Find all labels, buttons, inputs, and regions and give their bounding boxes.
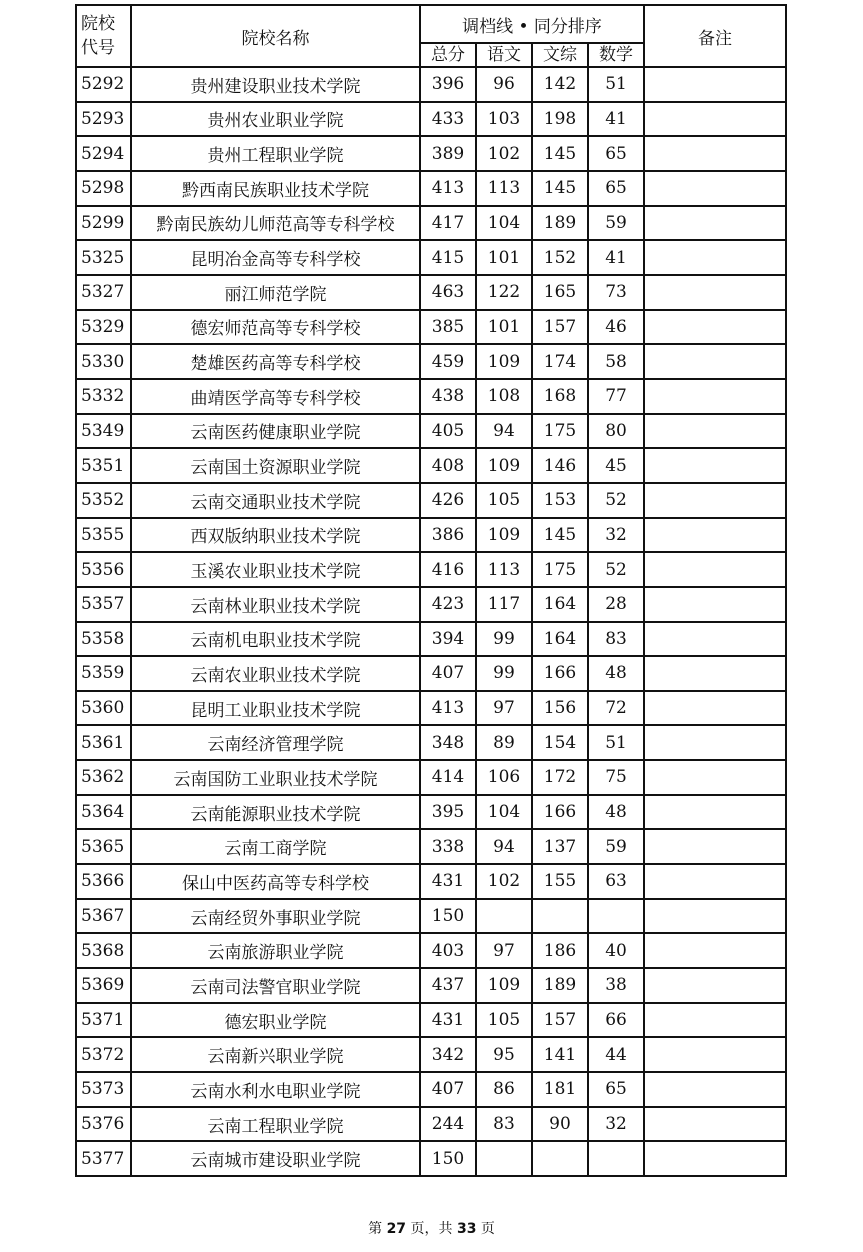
- cell-chinese: 109: [476, 518, 532, 553]
- cell-remark: [644, 760, 786, 795]
- table-row: [76, 171, 786, 206]
- header-math: 数学: [588, 43, 644, 67]
- cell-school-code: 5367: [76, 899, 131, 934]
- cell-school-code: 5327: [76, 275, 131, 310]
- cell-school-code: 5292: [76, 67, 131, 102]
- table-row: [76, 310, 786, 345]
- cell-remark: [644, 275, 786, 310]
- cell-chinese: 109: [476, 448, 532, 483]
- cell-school-name: 云南司法警官职业学院: [131, 968, 420, 1003]
- cell-chinese: 97: [476, 933, 532, 968]
- cell-math: [588, 899, 644, 934]
- cell-remark: [644, 240, 786, 275]
- cell-remark: [644, 414, 786, 449]
- cell-school-name: 云南交通职业技术学院: [131, 483, 420, 518]
- cell-liberal-arts: 175: [532, 414, 588, 449]
- table-row: [76, 552, 786, 587]
- table-row: [76, 102, 786, 137]
- cell-math: 65: [588, 171, 644, 206]
- cell-liberal-arts: 174: [532, 344, 588, 379]
- cell-school-name: 贵州农业职业学院: [131, 102, 420, 137]
- cell-total: 385: [420, 310, 476, 345]
- header-liberal-arts: 文综: [532, 43, 588, 67]
- table-row: [76, 656, 786, 691]
- cell-remark: [644, 1141, 786, 1176]
- header-remark: 备注: [644, 5, 786, 67]
- cell-math: 80: [588, 414, 644, 449]
- cell-chinese: [476, 899, 532, 934]
- cell-remark: [644, 552, 786, 587]
- cell-school-code: 5369: [76, 968, 131, 1003]
- cell-chinese: 103: [476, 102, 532, 137]
- cell-total: 426: [420, 483, 476, 518]
- cell-liberal-arts: 186: [532, 933, 588, 968]
- table-row: [76, 864, 786, 899]
- cell-remark: [644, 379, 786, 414]
- cell-school-code: 5355: [76, 518, 131, 553]
- cell-math: 45: [588, 448, 644, 483]
- table-row: [76, 899, 786, 934]
- cell-school-code: 5357: [76, 587, 131, 622]
- cell-remark: [644, 725, 786, 760]
- cell-school-code: 5356: [76, 552, 131, 587]
- cell-school-code: 5360: [76, 691, 131, 726]
- cell-school-code: 5329: [76, 310, 131, 345]
- cell-school-name: 贵州建设职业技术学院: [131, 67, 420, 102]
- cell-chinese: 101: [476, 310, 532, 345]
- footer-page-number: 27: [386, 1221, 407, 1237]
- cell-chinese: 122: [476, 275, 532, 310]
- footer-suffix: 页: [476, 1221, 495, 1237]
- cell-remark: [644, 933, 786, 968]
- cell-liberal-arts: 189: [532, 968, 588, 1003]
- cell-total: 405: [420, 414, 476, 449]
- cell-total: 403: [420, 933, 476, 968]
- cell-math: 51: [588, 67, 644, 102]
- cell-chinese: 94: [476, 829, 532, 864]
- cell-school-code: 5294: [76, 136, 131, 171]
- cell-school-name: 云南国土资源职业学院: [131, 448, 420, 483]
- cell-chinese: 95: [476, 1037, 532, 1072]
- cell-remark: [644, 344, 786, 379]
- cell-remark: [644, 587, 786, 622]
- cell-math: 46: [588, 310, 644, 345]
- cell-math: 52: [588, 483, 644, 518]
- cell-school-name: 德宏职业学院: [131, 1003, 420, 1038]
- cell-total: 407: [420, 656, 476, 691]
- cell-school-name: 丽江师范学院: [131, 275, 420, 310]
- cell-liberal-arts: 145: [532, 518, 588, 553]
- cell-school-name: 贵州工程职业学院: [131, 136, 420, 171]
- cell-liberal-arts: 189: [532, 206, 588, 241]
- cell-school-code: 5332: [76, 379, 131, 414]
- cell-remark: [644, 171, 786, 206]
- cell-math: 77: [588, 379, 644, 414]
- page-footer: [0, 1218, 863, 1238]
- cell-school-name: 云南工商学院: [131, 829, 420, 864]
- cell-chinese: 113: [476, 171, 532, 206]
- cell-chinese: 101: [476, 240, 532, 275]
- cell-school-name: 云南经贸外事职业学院: [131, 899, 420, 934]
- cell-chinese: 105: [476, 483, 532, 518]
- cell-school-code: 5298: [76, 171, 131, 206]
- cell-school-code: 5325: [76, 240, 131, 275]
- cell-remark: [644, 829, 786, 864]
- cell-remark: [644, 448, 786, 483]
- cell-school-name: 云南林业职业技术学院: [131, 587, 420, 622]
- table-row: [76, 622, 786, 657]
- cell-math: 75: [588, 760, 644, 795]
- footer-prefix: 第: [368, 1221, 387, 1237]
- cell-math: 32: [588, 1107, 644, 1142]
- cell-liberal-arts: 157: [532, 1003, 588, 1038]
- table-row: [76, 275, 786, 310]
- cell-school-name: 保山中医药高等专科学校: [131, 864, 420, 899]
- cell-total: 433: [420, 102, 476, 137]
- cell-school-name: 玉溪农业职业技术学院: [131, 552, 420, 587]
- cell-liberal-arts: 154: [532, 725, 588, 760]
- cell-remark: [644, 67, 786, 102]
- cell-liberal-arts: 90: [532, 1107, 588, 1142]
- cell-school-name: 曲靖医学高等专科学校: [131, 379, 420, 414]
- cell-total: 415: [420, 240, 476, 275]
- cell-school-name: 昆明工业职业技术学院: [131, 691, 420, 726]
- cell-total: 423: [420, 587, 476, 622]
- cell-liberal-arts: 198: [532, 102, 588, 137]
- cell-chinese: 109: [476, 344, 532, 379]
- cell-math: 59: [588, 829, 644, 864]
- cell-school-code: 5362: [76, 760, 131, 795]
- cell-liberal-arts: 165: [532, 275, 588, 310]
- cell-school-code: 5330: [76, 344, 131, 379]
- cell-remark: [644, 310, 786, 345]
- cell-total: 338: [420, 829, 476, 864]
- cell-remark: [644, 102, 786, 137]
- cell-chinese: 113: [476, 552, 532, 587]
- admission-score-table: [75, 4, 787, 1177]
- cell-chinese: 104: [476, 795, 532, 830]
- cell-school-name: 云南农业职业技术学院: [131, 656, 420, 691]
- cell-chinese: 89: [476, 725, 532, 760]
- table-row: [76, 760, 786, 795]
- table-row: [76, 1107, 786, 1142]
- cell-school-code: 5366: [76, 864, 131, 899]
- cell-chinese: 86: [476, 1072, 532, 1107]
- cell-remark: [644, 1003, 786, 1038]
- table-row: [76, 1037, 786, 1072]
- cell-total: 386: [420, 518, 476, 553]
- cell-total: 437: [420, 968, 476, 1003]
- cell-remark: [644, 622, 786, 657]
- table-row: [76, 414, 786, 449]
- cell-chinese: 83: [476, 1107, 532, 1142]
- cell-remark: [644, 518, 786, 553]
- cell-chinese: [476, 1141, 532, 1176]
- cell-remark: [644, 1107, 786, 1142]
- table-row: [76, 518, 786, 553]
- cell-remark: [644, 1072, 786, 1107]
- cell-remark: [644, 864, 786, 899]
- cell-chinese: 105: [476, 1003, 532, 1038]
- cell-school-name: 昆明冶金高等专科学校: [131, 240, 420, 275]
- cell-school-name: 云南能源职业技术学院: [131, 795, 420, 830]
- cell-liberal-arts: 145: [532, 136, 588, 171]
- cell-remark: [644, 136, 786, 171]
- table-row: [76, 206, 786, 241]
- cell-school-name: 云南新兴职业学院: [131, 1037, 420, 1072]
- cell-school-name: 云南机电职业技术学院: [131, 622, 420, 657]
- cell-remark: [644, 206, 786, 241]
- cell-chinese: 117: [476, 587, 532, 622]
- cell-total: 438: [420, 379, 476, 414]
- cell-school-name: 黔南民族幼儿师范高等专科学校: [131, 206, 420, 241]
- cell-school-code: 5368: [76, 933, 131, 968]
- cell-school-code: 5377: [76, 1141, 131, 1176]
- cell-math: 73: [588, 275, 644, 310]
- cell-chinese: 102: [476, 136, 532, 171]
- cell-chinese: 99: [476, 656, 532, 691]
- cell-total: 394: [420, 622, 476, 657]
- cell-liberal-arts: 166: [532, 656, 588, 691]
- cell-math: 32: [588, 518, 644, 553]
- table-row: [76, 968, 786, 1003]
- cell-total: 244: [420, 1107, 476, 1142]
- cell-total: 417: [420, 206, 476, 241]
- cell-liberal-arts: 152: [532, 240, 588, 275]
- cell-remark: [644, 968, 786, 1003]
- header-total: 总分: [420, 43, 476, 67]
- cell-chinese: 99: [476, 622, 532, 657]
- cell-school-code: 5361: [76, 725, 131, 760]
- cell-chinese: 94: [476, 414, 532, 449]
- cell-total: 342: [420, 1037, 476, 1072]
- table-row: [76, 136, 786, 171]
- cell-total: 416: [420, 552, 476, 587]
- table-row: [76, 344, 786, 379]
- cell-math: 52: [588, 552, 644, 587]
- cell-school-name: 云南国防工业职业技术学院: [131, 760, 420, 795]
- table-row: [76, 483, 786, 518]
- table-row: [76, 1003, 786, 1038]
- cell-liberal-arts: 181: [532, 1072, 588, 1107]
- cell-liberal-arts: 172: [532, 760, 588, 795]
- cell-liberal-arts: 146: [532, 448, 588, 483]
- table-row: [76, 795, 786, 830]
- cell-math: 63: [588, 864, 644, 899]
- table-row: [76, 448, 786, 483]
- cell-remark: [644, 899, 786, 934]
- cell-remark: [644, 483, 786, 518]
- header-school-name: 院校名称: [131, 5, 420, 67]
- table-row: [76, 379, 786, 414]
- cell-total: 395: [420, 795, 476, 830]
- cell-liberal-arts: 156: [532, 691, 588, 726]
- table-row: [76, 933, 786, 968]
- cell-school-code: 5351: [76, 448, 131, 483]
- table-row: [76, 691, 786, 726]
- table-row: [76, 1141, 786, 1176]
- table-row: [76, 67, 786, 102]
- cell-total: 408: [420, 448, 476, 483]
- cell-total: 414: [420, 760, 476, 795]
- table-body: [76, 67, 786, 1176]
- cell-math: 38: [588, 968, 644, 1003]
- cell-chinese: 108: [476, 379, 532, 414]
- cell-school-name: 云南经济管理学院: [131, 725, 420, 760]
- cell-school-name: 西双版纳职业技术学院: [131, 518, 420, 553]
- cell-school-code: 5372: [76, 1037, 131, 1072]
- cell-total: 413: [420, 171, 476, 206]
- cell-math: 65: [588, 136, 644, 171]
- cell-school-name: 云南医药健康职业学院: [131, 414, 420, 449]
- cell-liberal-arts: 155: [532, 864, 588, 899]
- cell-chinese: 97: [476, 691, 532, 726]
- cell-remark: [644, 656, 786, 691]
- table-row: [76, 829, 786, 864]
- cell-math: 65: [588, 1072, 644, 1107]
- cell-total: 431: [420, 864, 476, 899]
- cell-liberal-arts: 145: [532, 171, 588, 206]
- cell-total: 459: [420, 344, 476, 379]
- table-row: [76, 1072, 786, 1107]
- cell-school-name: 云南城市建设职业学院: [131, 1141, 420, 1176]
- cell-school-name: 楚雄医药高等专科学校: [131, 344, 420, 379]
- cell-math: 59: [588, 206, 644, 241]
- cell-school-code: 5364: [76, 795, 131, 830]
- cell-school-code: 5299: [76, 206, 131, 241]
- cell-math: [588, 1141, 644, 1176]
- cell-school-code: 5376: [76, 1107, 131, 1142]
- cell-school-code: 5352: [76, 483, 131, 518]
- cell-liberal-arts: 166: [532, 795, 588, 830]
- cell-school-code: 5365: [76, 829, 131, 864]
- cell-liberal-arts: 164: [532, 587, 588, 622]
- cell-math: 44: [588, 1037, 644, 1072]
- cell-math: 28: [588, 587, 644, 622]
- cell-chinese: 96: [476, 67, 532, 102]
- cell-liberal-arts: 153: [532, 483, 588, 518]
- cell-remark: [644, 795, 786, 830]
- cell-school-code: 5371: [76, 1003, 131, 1038]
- cell-school-name: 云南旅游职业学院: [131, 933, 420, 968]
- cell-total: 150: [420, 899, 476, 934]
- cell-liberal-arts: 164: [532, 622, 588, 657]
- cell-math: 72: [588, 691, 644, 726]
- table-row: [76, 725, 786, 760]
- cell-math: 41: [588, 240, 644, 275]
- cell-remark: [644, 691, 786, 726]
- cell-total: 407: [420, 1072, 476, 1107]
- cell-school-code: 5373: [76, 1072, 131, 1107]
- cell-liberal-arts: 141: [532, 1037, 588, 1072]
- cell-total: 389: [420, 136, 476, 171]
- cell-school-name: 黔西南民族职业技术学院: [131, 171, 420, 206]
- cell-math: 40: [588, 933, 644, 968]
- footer-middle: 页，共: [406, 1221, 457, 1237]
- cell-chinese: 106: [476, 760, 532, 795]
- table-row: [76, 240, 786, 275]
- cell-liberal-arts: 175: [532, 552, 588, 587]
- cell-school-name: 云南水利水电职业学院: [131, 1072, 420, 1107]
- cell-school-code: 5358: [76, 622, 131, 657]
- cell-liberal-arts: [532, 899, 588, 934]
- cell-chinese: 102: [476, 864, 532, 899]
- cell-liberal-arts: 168: [532, 379, 588, 414]
- cell-math: 51: [588, 725, 644, 760]
- cell-liberal-arts: 137: [532, 829, 588, 864]
- cell-liberal-arts: 157: [532, 310, 588, 345]
- table-row: [76, 587, 786, 622]
- cell-remark: [644, 1037, 786, 1072]
- cell-total: 348: [420, 725, 476, 760]
- cell-liberal-arts: 142: [532, 67, 588, 102]
- cell-total: 396: [420, 67, 476, 102]
- cell-math: 58: [588, 344, 644, 379]
- cell-liberal-arts: [532, 1141, 588, 1176]
- footer-total-pages: 33: [456, 1221, 477, 1237]
- cell-total: 413: [420, 691, 476, 726]
- cell-school-name: 云南工程职业学院: [131, 1107, 420, 1142]
- cell-school-code: 5359: [76, 656, 131, 691]
- cell-math: 66: [588, 1003, 644, 1038]
- header-cutoff-group: 调档线 • 同分排序: [420, 5, 644, 43]
- cell-total: 463: [420, 275, 476, 310]
- cell-math: 48: [588, 656, 644, 691]
- cell-chinese: 104: [476, 206, 532, 241]
- cell-chinese: 109: [476, 968, 532, 1003]
- cell-school-code: 5293: [76, 102, 131, 137]
- cell-math: 48: [588, 795, 644, 830]
- header-chinese: 语文: [476, 43, 532, 67]
- cell-total: 431: [420, 1003, 476, 1038]
- cell-school-name: 德宏师范高等专科学校: [131, 310, 420, 345]
- header-school-code: 院校代号: [76, 5, 131, 67]
- cell-math: 41: [588, 102, 644, 137]
- cell-school-code: 5349: [76, 414, 131, 449]
- cell-math: 83: [588, 622, 644, 657]
- cell-total: 150: [420, 1141, 476, 1176]
